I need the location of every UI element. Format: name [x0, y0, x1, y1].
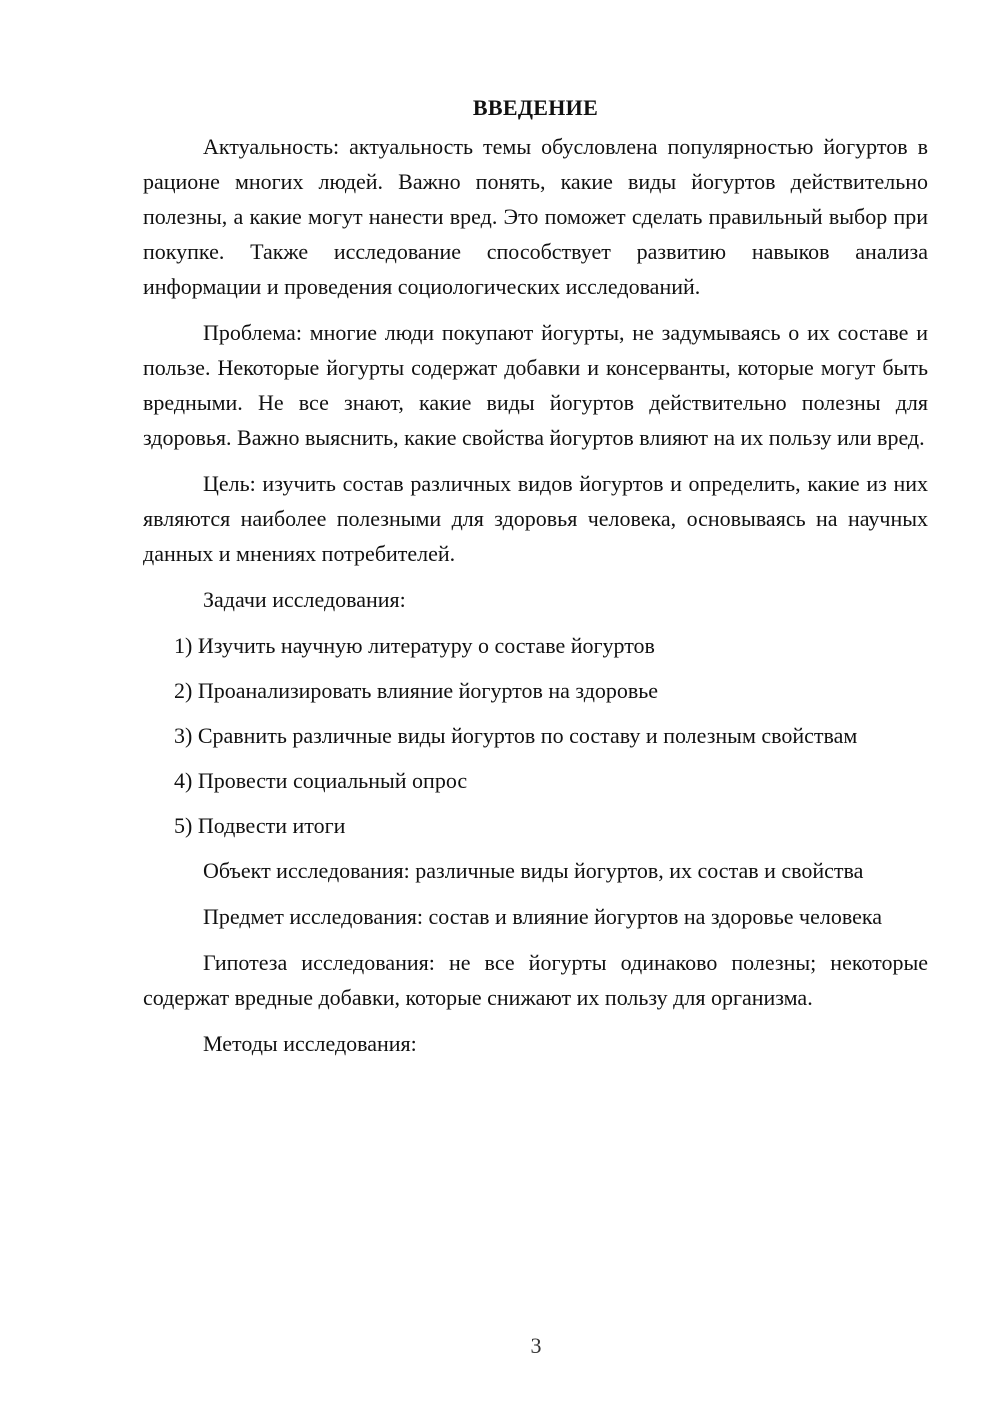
hypothesis-paragraph: Гипотеза исследования: не все йогурты одинаково полезны; некоторые содержат вредные добавки, которые снижают их пользу для организма.	[143, 950, 928, 1010]
section-title: ВВЕДЕНИЕ	[472, 95, 599, 120]
task-item-1: 1) Изучить научную литературу о составе йогуртов	[174, 633, 655, 658]
goal-paragraph: Цель: изучить состав различных видов йогуртов и определить, какие из них являются наиболее полезными для здоровья человека, основываясь на научных данных и мнениях потребителей.	[143, 471, 928, 566]
task-item-5: 5) Подвести итоги	[174, 813, 346, 838]
relevance-paragraph: Актуальность: актуальность темы обусловлена популярностью йогуртов в рационе многих людей. Важно понять, какие виды йогуртов действительно полезны, а какие могут нанести вред. Это поможет сделать правильный выбор при покупке. Также исследование способствует развитию навыков анализа информации и проведения социологических исследований.	[143, 134, 928, 299]
problem-paragraph: Проблема: многие люди покупают йогурты, не задумываясь о их составе и пользе. Некоторые йогурты содержат добавки и консерванты, которые могут быть вредными. Не все знают, какие виды йогуртов действительно полезны для здоровья. Важно выяснить, какие свойства йогуртов влияют на их пользу или вред.	[143, 320, 928, 450]
subject-paragraph: Предмет исследования: состав и влияние йогуртов на здоровье человека	[203, 904, 882, 929]
tasks-list	[143, 628, 928, 843]
task-item-4: 4) Провести социальный опрос	[174, 768, 468, 793]
methods-heading: Методы исследования:	[203, 1031, 417, 1056]
tasks-heading: Задачи исследования:	[203, 587, 406, 612]
page-number: 3	[530, 1333, 542, 1358]
object-paragraph: Объект исследования: различные виды йогуртов, их состав и свойства	[203, 858, 864, 883]
page-content	[143, 90, 928, 1072]
task-item-2: 2) Проанализировать влияние йогуртов на здоровье	[174, 678, 659, 703]
task-item-3: 3) Сравнить различные виды йогуртов по составу и полезным свойствам	[174, 723, 858, 748]
